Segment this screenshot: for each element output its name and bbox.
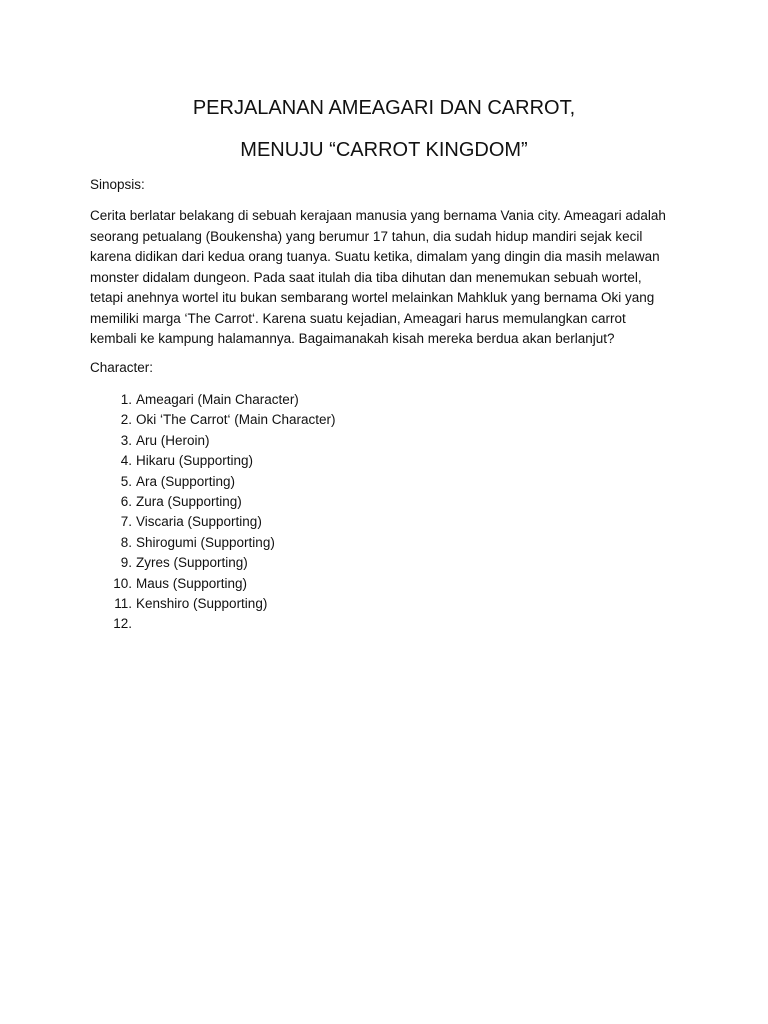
character-list-item <box>90 410 690 430</box>
character-number: 9. <box>120 555 132 571</box>
character-name: Zyres (Supporting) <box>136 555 248 571</box>
character-number: 4. <box>120 453 132 469</box>
character-label: Character: <box>90 360 154 375</box>
synopsis-line: tetapi anehnya wortel itu bukan sembarang wortel melainkan Mahkluk yang bernama Oki yang <box>90 290 655 305</box>
character-number: 3. <box>120 432 132 448</box>
synopsis-paragraph <box>90 206 690 350</box>
character-list-item <box>90 533 690 553</box>
character-number: 7. <box>120 514 132 530</box>
character-list-item <box>90 472 690 492</box>
character-list-item <box>90 512 690 532</box>
character-list-item <box>90 553 690 573</box>
synopsis-line: seorang petualang (Boukensha) yang berumur 17 tahun, dia sudah hidup mandiri sejak kecil <box>90 228 643 244</box>
character-list-item <box>90 451 690 471</box>
character-name: Oki ‘The Carrot‘ (Main Character) <box>136 412 336 428</box>
document-title-line-1: PERJALANAN AMEAGARI DAN CARROT, <box>192 97 576 119</box>
character-number: 5. <box>120 473 132 489</box>
character-name: Ameagari (Main Character) <box>136 392 299 407</box>
character-list-item <box>90 614 690 634</box>
character-number: 2. <box>120 412 132 428</box>
character-list <box>90 390 690 635</box>
synopsis-line: memiliki marga ‘The Carrot‘. Karena suatu kejadian, Ameagari harus memulangkan carrot <box>90 310 626 326</box>
character-name: Ara (Supporting) <box>136 473 236 489</box>
character-name: Viscaria (Supporting) <box>136 514 262 530</box>
character-number: 1. <box>120 392 132 407</box>
synopsis-line: karena didikan dari kedua orang tuanya. Suatu ketika, dimalam yang dingin dia masih melawan <box>90 249 660 264</box>
document-title-line-2: MENUJU “CARROT KINGDOM” <box>240 139 528 161</box>
character-list-item <box>90 594 690 614</box>
synopsis-line: kembali ke kampung halamannya. Bagaimanakah kisah mereka berdua akan berlanjut? <box>90 331 615 346</box>
character-number: 8. <box>120 534 132 550</box>
character-number: 11. <box>114 595 132 611</box>
character-name: Kenshiro (Supporting) <box>136 595 268 611</box>
synopsis-label: Sinopsis: <box>90 177 145 192</box>
character-list-item <box>90 390 690 410</box>
character-list-item <box>90 492 690 512</box>
synopsis-line: Cerita berlatar belakang di sebuah kerajaan manusia yang bernama Vania city. Ameagari adalah <box>90 208 666 223</box>
character-list-item <box>90 431 690 451</box>
character-list-item <box>90 574 690 594</box>
character-name: Maus (Supporting) <box>136 575 248 591</box>
synopsis-line: monster didalam dungeon. Pada saat itulah dia tiba dihutan dan menemukan sebuah wortel, <box>90 269 642 285</box>
character-number: 10. <box>113 575 132 591</box>
character-number: 12. <box>113 616 132 632</box>
character-number: 6. <box>120 493 132 509</box>
character-name: Shirogumi (Supporting) <box>136 534 275 550</box>
character-name: Hikaru (Supporting) <box>136 453 254 469</box>
character-name: Aru (Heroin) <box>136 432 210 448</box>
character-name: Zura (Supporting) <box>136 493 242 509</box>
